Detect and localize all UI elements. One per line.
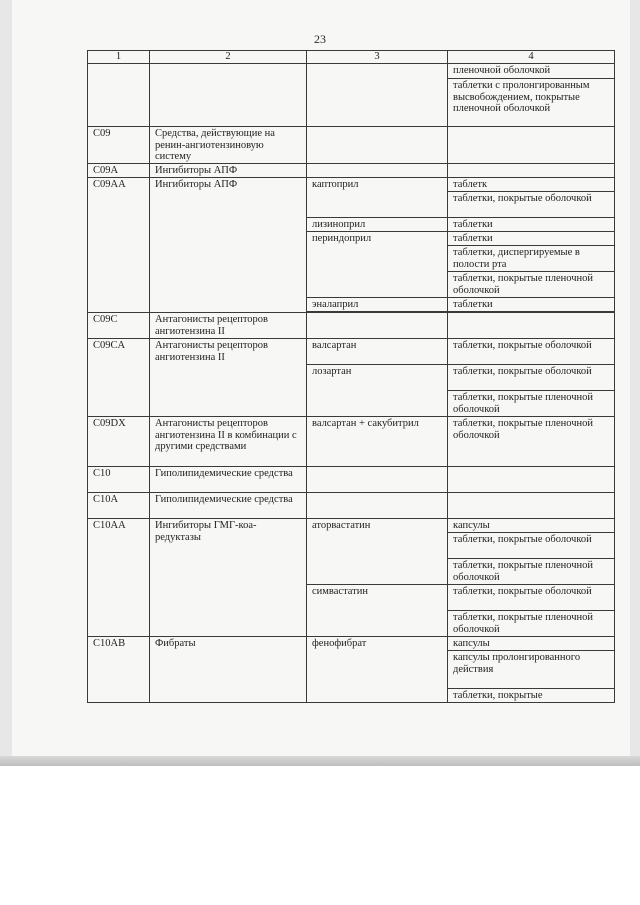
group-name-cell: Ингибиторы ГМГ-коа-редуктазы (150, 519, 307, 637)
atc-code-cell: C09AA (88, 178, 150, 313)
dosage-form-cell: таблетки, покрытые пленочной оболочкой (448, 559, 615, 585)
atc-code-cell: C09 (88, 127, 150, 164)
drug-name-cell (307, 313, 448, 339)
dosage-form-cell (448, 493, 615, 519)
dosage-form-cell: таблетки с пролонгированным высвобождением, покрытые пленочной оболочкой (448, 79, 615, 127)
dosage-form-cell: таблетк (448, 178, 615, 192)
group-name-cell: Антагонисты рецепторов ангиотензина II в комбинации с другими средствами (150, 417, 307, 467)
dosage-form-cell (448, 313, 615, 339)
dosage-form-cell: таблетки (448, 298, 615, 312)
dosage-form-cell: таблетки, покрытые оболочкой (448, 533, 615, 559)
drug-name-cell (307, 127, 448, 164)
group-name-cell: Антагонисты рецепторов ангиотензина II (150, 339, 307, 417)
table-row (88, 519, 615, 533)
table-row (88, 417, 615, 467)
drug-name-cell: симвастатин (307, 585, 448, 637)
table-row (88, 339, 615, 365)
drug-name-cell: валсартан (307, 339, 448, 365)
drug-name-cell (307, 467, 448, 493)
group-name-cell: Средства, действующие на ренин-ангиотензиновую систему (150, 127, 307, 164)
atc-code-cell: C10A (88, 493, 150, 519)
table-row (88, 637, 615, 651)
dosage-form-cell: таблетки, покрытые (448, 689, 615, 703)
atc-code-cell: C10AA (88, 519, 150, 637)
dosage-form-cell (448, 467, 615, 493)
group-name-cell: Фибраты (150, 637, 307, 703)
drug-name-cell: лизиноприл (307, 218, 448, 232)
table-row (88, 313, 615, 339)
dosage-form-cell: таблетки, покрытые пленочной оболочкой (448, 391, 615, 417)
dosage-form-cell (448, 164, 615, 178)
drug-name-cell: валсартан + сакубитрил (307, 417, 448, 467)
column-header: 2 (150, 51, 307, 64)
table-row (88, 493, 615, 519)
atc-code-cell: C09A (88, 164, 150, 178)
dosage-form-cell: таблетки (448, 218, 615, 232)
drug-name-cell: фенофибрат (307, 637, 448, 703)
column-header: 1 (88, 51, 150, 64)
column-header: 4 (448, 51, 615, 64)
drug-name-cell: каптоприл (307, 178, 448, 218)
atc-code-cell: C10 (88, 467, 150, 493)
table-row (88, 127, 615, 164)
dosage-form-cell: капсулы (448, 519, 615, 533)
table-row (88, 178, 615, 192)
group-name-cell: Гиполипидемические средства (150, 493, 307, 519)
dosage-form-cell: таблетки, покрытые пленочной оболочкой (448, 417, 615, 467)
page-number: 23 (314, 32, 326, 46)
dosage-form-cell: таблетки, покрытые оболочкой (448, 365, 615, 391)
group-name-cell: Антагонисты рецепторов ангиотензина II (150, 313, 307, 339)
dosage-form-cell: таблетки, покрытые оболочкой (448, 192, 615, 218)
dosage-form-cell: таблетки (448, 232, 615, 246)
dosage-form-cell: таблетки, покрытые пленочной оболочкой (448, 611, 615, 637)
atc-code-cell: C09C (88, 313, 150, 339)
table-row (88, 64, 615, 79)
group-name-cell: Гиполипидемические средства (150, 467, 307, 493)
table-row (88, 164, 615, 178)
atc-code-cell (88, 64, 150, 127)
drug-name-cell (307, 493, 448, 519)
drug-name-cell (307, 164, 448, 178)
dosage-form-cell: таблетки, покрытые оболочкой (448, 585, 615, 611)
atc-code-cell: C09CA (88, 339, 150, 417)
dosage-form-cell: пленочной оболочкой (448, 64, 615, 79)
drug-name-cell: периндоприл (307, 232, 448, 298)
drug-name-cell: аторвастатин (307, 519, 448, 585)
group-name-cell: Ингибиторы АПФ (150, 164, 307, 178)
dosage-form-cell: таблетки, диспергируемые в полости рта (448, 246, 615, 272)
atc-code-cell: C09DX (88, 417, 150, 467)
atc-code-cell: C10AB (88, 637, 150, 703)
dosage-form-cell: капсулы (448, 637, 615, 651)
group-name-cell: Ингибиторы АПФ (150, 178, 307, 313)
dosage-form-cell (448, 127, 615, 164)
dosage-form-cell: таблетки, покрытые оболочкой (448, 339, 615, 365)
dosage-form-cell: капсулы пролонгированного действия (448, 651, 615, 689)
column-header: 3 (307, 51, 448, 64)
scan-edge (0, 756, 640, 766)
table-header-row (88, 51, 615, 64)
table-row (88, 467, 615, 493)
drug-name-cell (307, 64, 448, 127)
group-name-cell (150, 64, 307, 127)
drug-registry-table (87, 50, 615, 703)
drug-name-cell: лозартан (307, 365, 448, 417)
dosage-form-cell: таблетки, покрытые пленочной оболочкой (448, 272, 615, 298)
drug-name-cell: эналаприл (307, 298, 448, 312)
